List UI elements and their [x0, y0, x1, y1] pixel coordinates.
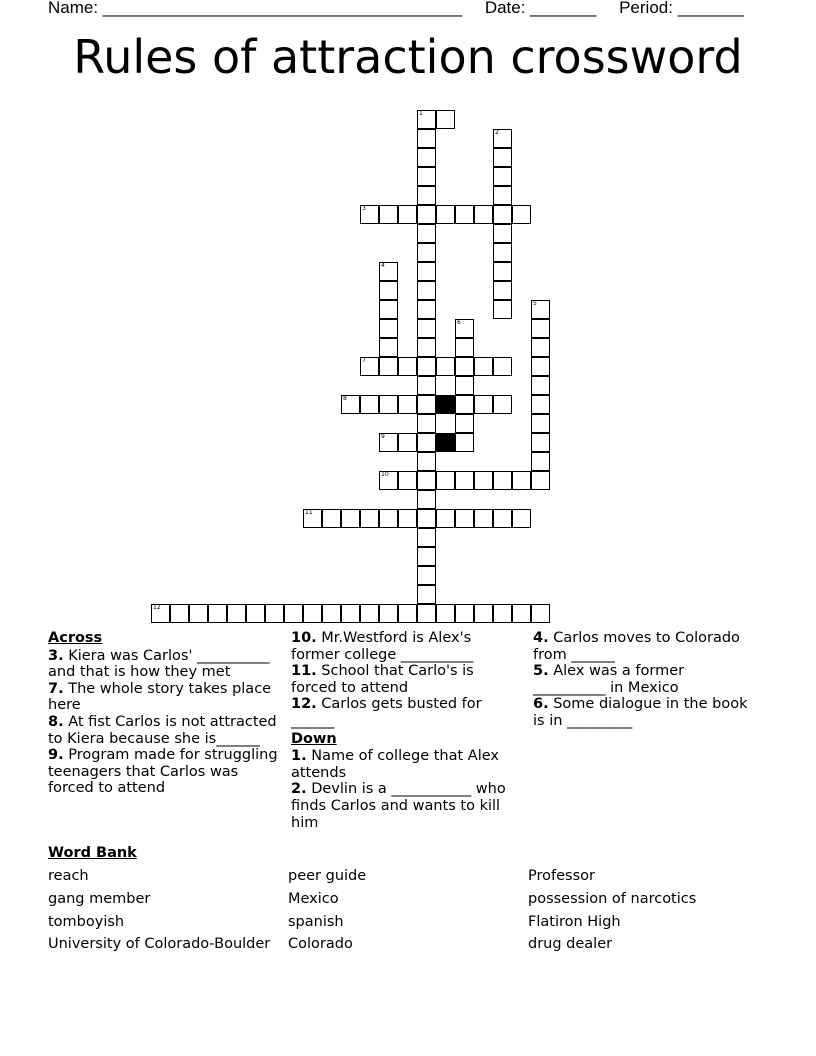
crossword-cell[interactable]	[417, 452, 436, 471]
crossword-black-cell	[436, 433, 455, 452]
crossword-cell[interactable]	[436, 357, 455, 376]
crossword-cell[interactable]	[360, 395, 379, 414]
clue-number: 6	[457, 319, 461, 326]
crossword-cell[interactable]	[531, 357, 550, 376]
word-bank-item: Colorado	[288, 936, 353, 953]
crossword-cell[interactable]	[436, 604, 455, 623]
crossword-cell[interactable]	[341, 395, 360, 414]
crossword-cell[interactable]	[417, 471, 436, 490]
crossword-cell[interactable]	[417, 376, 436, 395]
clue-across-7: 7. The whole story takes place here	[48, 680, 272, 714]
crossword-cell[interactable]	[303, 509, 322, 528]
clue-number: 9	[381, 433, 385, 440]
crossword-cell[interactable]	[417, 395, 436, 414]
crossword-cell[interactable]	[379, 338, 398, 357]
crossword-cell[interactable]	[417, 110, 436, 129]
crossword-cell[interactable]	[493, 281, 512, 300]
crossword-cell[interactable]	[512, 604, 531, 623]
crossword-cell[interactable]	[417, 338, 436, 357]
crossword-cell[interactable]	[493, 167, 512, 186]
crossword-black-cell	[436, 395, 455, 414]
crossword-cell[interactable]	[455, 509, 474, 528]
crossword-cell[interactable]	[303, 604, 322, 623]
crossword-cell[interactable]	[379, 205, 398, 224]
clue-number: 1	[419, 110, 423, 117]
crossword-cell[interactable]	[493, 604, 512, 623]
crossword-cell[interactable]	[265, 604, 284, 623]
crossword-cell[interactable]	[436, 110, 455, 129]
clue-across-11: 11. School that Carlo's is forced to attend	[291, 663, 474, 696]
crossword-cell[interactable]	[436, 471, 455, 490]
crossword-cell[interactable]	[398, 433, 417, 452]
crossword-cell[interactable]	[417, 319, 436, 338]
crossword-cell[interactable]	[493, 262, 512, 281]
crossword-cell[interactable]	[493, 300, 512, 319]
crossword-cell[interactable]	[474, 471, 493, 490]
crossword-cell[interactable]	[417, 205, 436, 224]
crossword-cell[interactable]	[398, 395, 417, 414]
clue-number: 5	[533, 300, 537, 307]
crossword-cell[interactable]	[398, 509, 417, 528]
clue-across-9: 9. Program made for struggling teenagers that Carlos was forced to attend	[48, 747, 278, 797]
crossword-cell[interactable]	[398, 357, 417, 376]
word-bank-item: drug dealer	[528, 936, 613, 953]
word-bank-item: Mexico	[288, 890, 339, 907]
word-bank-col3	[528, 865, 696, 956]
clue-number: 3	[362, 205, 366, 212]
crossword-cell[interactable]	[474, 604, 493, 623]
clue-down-1: 1. Name of college that Alex attends	[291, 748, 499, 781]
page-title: Rules of attraction crossword	[73, 30, 743, 84]
crossword-cell[interactable]	[455, 319, 474, 338]
crossword-cell[interactable]	[512, 471, 531, 490]
crossword-cell[interactable]	[531, 414, 550, 433]
crossword-cell[interactable]	[531, 471, 550, 490]
crossword-cell[interactable]	[360, 205, 379, 224]
crossword-cell[interactable]	[379, 604, 398, 623]
word-bank-item: Flatiron High	[528, 913, 621, 930]
crossword-cell[interactable]	[379, 395, 398, 414]
crossword-cell[interactable]	[455, 604, 474, 623]
crossword-cell[interactable]	[322, 509, 341, 528]
crossword-cell[interactable]	[493, 243, 512, 262]
word-bank-col1	[48, 865, 270, 956]
crossword-cell[interactable]	[512, 205, 531, 224]
crossword-cell[interactable]	[379, 509, 398, 528]
word-bank-item: tomboyish	[48, 913, 125, 930]
crossword-cell[interactable]	[493, 148, 512, 167]
crossword-cell[interactable]	[284, 604, 303, 623]
crossword-cell[interactable]	[170, 604, 189, 623]
clue-across-3: 3. Kiera was Carlos' __________ and that is how they met	[48, 647, 270, 681]
crossword-cell[interactable]	[474, 357, 493, 376]
crossword-cell[interactable]	[417, 604, 436, 623]
crossword-cell[interactable]	[512, 509, 531, 528]
crossword-cell[interactable]	[417, 129, 436, 148]
crossword-cell[interactable]	[455, 395, 474, 414]
crossword-cell[interactable]	[417, 433, 436, 452]
crossword-cell[interactable]	[417, 547, 436, 566]
word-bank-item: reach	[48, 868, 89, 884]
crossword-cell[interactable]	[531, 395, 550, 414]
crossword-cell[interactable]	[379, 281, 398, 300]
word-bank-item: possession of narcotics	[528, 890, 697, 907]
header-line	[48, 0, 762, 18]
word-bank-item: spanish	[288, 913, 344, 930]
crossword-cell[interactable]	[455, 414, 474, 433]
crossword-cell[interactable]	[379, 300, 398, 319]
crossword-cell[interactable]	[151, 604, 170, 623]
crossword-cell[interactable]	[417, 167, 436, 186]
crossword-cell[interactable]	[417, 566, 436, 585]
crossword-cell[interactable]	[398, 471, 417, 490]
crossword-cell[interactable]	[398, 205, 417, 224]
crossword-cell[interactable]	[455, 376, 474, 395]
crossword-cell[interactable]	[417, 262, 436, 281]
across-clues-col1	[48, 630, 284, 797]
crossword-cell[interactable]	[493, 205, 512, 224]
date-field[interactable]: Date: _______	[484, 0, 597, 17]
crossword-cell[interactable]	[341, 509, 360, 528]
crossword-cell[interactable]	[379, 471, 398, 490]
crossword-cell[interactable]	[360, 604, 379, 623]
crossword-cell[interactable]	[417, 186, 436, 205]
clue-down-5: 5. Alex was a former __________ in Mexico	[533, 663, 685, 696]
word-bank-item: gang member	[48, 890, 151, 907]
crossword-cell[interactable]	[417, 490, 436, 509]
crossword-cell[interactable]	[531, 300, 550, 319]
crossword-cell[interactable]	[322, 604, 341, 623]
crossword-cell[interactable]	[493, 509, 512, 528]
clue-number: 10	[381, 471, 389, 478]
crossword-cell[interactable]	[360, 509, 379, 528]
crossword-cell[interactable]	[531, 376, 550, 395]
clue-number: 2	[495, 129, 499, 136]
crossword-cell[interactable]	[474, 395, 493, 414]
crossword-cell[interactable]	[417, 148, 436, 167]
crossword-cell[interactable]	[531, 452, 550, 471]
clue-across-8: 8. At fist Carlos is not attracted to Kiera because she is______	[48, 713, 277, 747]
crossword-cell[interactable]	[379, 357, 398, 376]
crossword-cell[interactable]	[455, 471, 474, 490]
word-bank-item: University of Colorado-Boulder	[48, 936, 271, 953]
crossword-cell[interactable]	[227, 604, 246, 623]
crossword-cell[interactable]	[417, 414, 436, 433]
crossword-cell[interactable]	[417, 224, 436, 243]
clue-down-2: 2. Devlin is a ___________ who finds Carlos and wants to kill him	[291, 781, 506, 831]
crossword-cell[interactable]	[436, 205, 455, 224]
crossword-cell[interactable]	[455, 433, 474, 452]
clue-number: 4	[381, 262, 385, 269]
crossword-cell[interactable]	[531, 319, 550, 338]
name-field[interactable]: Name: ______________________________________	[48, 0, 463, 17]
crossword-cell[interactable]	[417, 528, 436, 547]
crossword-cell[interactable]	[493, 395, 512, 414]
crossword-cell[interactable]	[493, 471, 512, 490]
crossword-cell[interactable]	[493, 129, 512, 148]
clue-number: 8	[343, 395, 347, 402]
clue-across-10: 10. Mr.Westford is Alex's former college __________	[291, 630, 474, 663]
crossword-cell[interactable]	[455, 357, 474, 376]
word-bank-item: peer guide	[288, 868, 367, 884]
crossword-cell[interactable]	[455, 205, 474, 224]
crossword-cell[interactable]	[379, 262, 398, 281]
crossword-cell[interactable]	[208, 604, 227, 623]
crossword-cell[interactable]	[493, 224, 512, 243]
word-bank-col2	[288, 865, 366, 956]
crossword-cell[interactable]	[436, 509, 455, 528]
crossword-cell[interactable]	[417, 300, 436, 319]
down-heading: Down	[291, 730, 337, 747]
crossword-cell[interactable]	[379, 319, 398, 338]
clue-across-12: 12. Carlos gets busted for ______	[291, 696, 482, 729]
crossword-cell[interactable]	[189, 604, 208, 623]
clue-number: 11	[305, 509, 313, 516]
crossword-cell[interactable]	[417, 243, 436, 262]
crossword-cell[interactable]	[417, 357, 436, 376]
word-bank-item: Professor	[528, 868, 595, 884]
clues-col2	[291, 630, 516, 831]
crossword-cell[interactable]	[493, 186, 512, 205]
crossword-cell[interactable]	[417, 585, 436, 604]
crossword-cell[interactable]	[531, 338, 550, 357]
clue-down-6: 6. Some dialogue in the book is in _________	[533, 696, 748, 729]
crossword-cell[interactable]	[493, 357, 512, 376]
across-heading: Across	[48, 630, 103, 646]
crossword-cell[interactable]	[474, 205, 493, 224]
crossword-cell[interactable]	[360, 357, 379, 376]
period-field[interactable]: Period: _______	[619, 0, 744, 17]
word-bank-heading: Word Bank	[48, 845, 137, 861]
clue-down-4: 4. Carlos moves to Colorado from ______	[533, 630, 740, 663]
crossword-cell[interactable]	[531, 433, 550, 452]
crossword-cell[interactable]	[246, 604, 265, 623]
crossword-cell[interactable]	[455, 338, 474, 357]
crossword-cell[interactable]	[341, 604, 360, 623]
crossword-cell[interactable]	[474, 509, 493, 528]
crossword-cell[interactable]	[398, 604, 417, 623]
down-clues-col3	[533, 630, 758, 730]
crossword-cell[interactable]	[417, 281, 436, 300]
crossword-cell[interactable]	[531, 604, 550, 623]
crossword-cell[interactable]	[379, 433, 398, 452]
crossword-cell[interactable]	[417, 509, 436, 528]
clue-number: 12	[153, 604, 161, 611]
clue-number: 7	[362, 357, 366, 364]
